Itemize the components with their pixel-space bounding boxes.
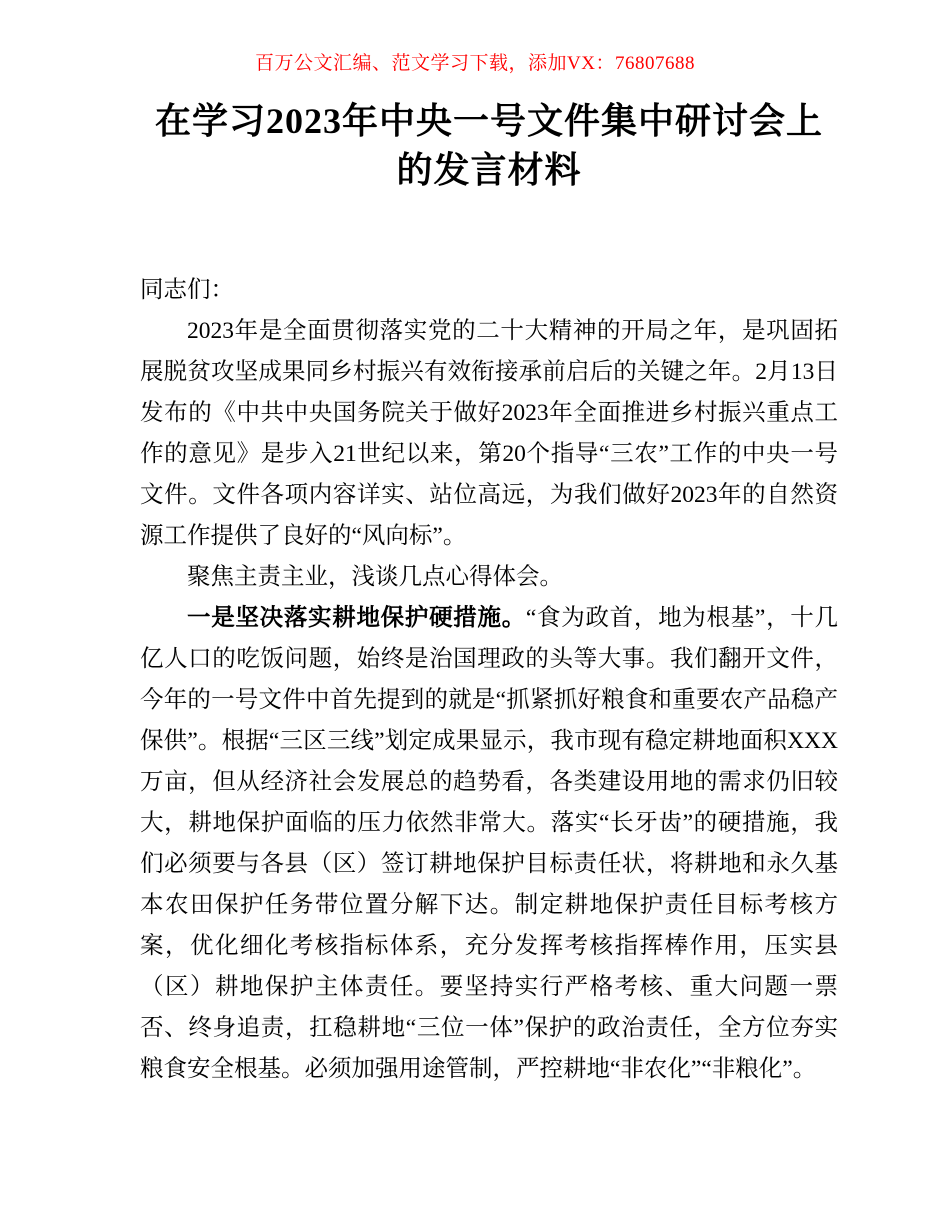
document-title: 在学习2023年中央一号文件集中研讨会上的发言材料 xyxy=(154,101,823,190)
salutation: 同志们： xyxy=(140,277,234,304)
paragraph-point-one-text: “食为政首，地为根基”，十几亿人口的吃饭问题，始终是治国理政的头等大事。我们翻开文件，今年的一号文件中首先提到的就是“抓紧抓好粮食和重要农产品稳产保供”。根据“三区三线”划定成果显示，我市现有稳定耕地面积XXX万亩，但从经济社会发展总的趋势看，各类建设用地的需求仍旧较大，耕地保护面临的压力依然非常大。落实“长牙齿”的硬措施，我们必须要与各县（区）签订耕地保护目标责任状，将耕地和永久基本农田保护任务带位置分解下达。制定耕地保护责任目标考核方案，优化细化考核指标体系，充分发挥考核指挥棒作用，压实县（区）耕地保护主体责任。要坚持实行严格考核、重大问题一票否、终身追责，扛稳耕地“三位一体”保护的政治责任，全方位夯实粮食安全根基。必须加强用途管制，严控耕地“非农化”“非粮化”。 xyxy=(140,605,838,1083)
paragraph-transition: 聚焦主责主业，浅谈几点心得体会。 xyxy=(187,564,563,591)
document-content xyxy=(0,97,950,1090)
promo-header-text: 百万公文汇编、范文学习下载，添加VX：76807688 xyxy=(255,53,695,74)
paragraph-point-one-lead: 一是坚决落实耕地保护硬措施。 xyxy=(187,605,526,632)
paragraph-intro: 2023年是全面贯彻落实党的二十大精神的开局之年，是巩固拓展脱贫攻坚成果同乡村振兴有效衔接承前启后的关键之年。2月13日发布的《中共中央国务院关于做好2023年全面推进乡村振兴重点工作的意见》是步入21世纪以来，第20个指导“三农”工作的中央一号文件。文件各项内容详实、站位高远，为我们做好2023年的自然资源工作提供了良好的“风向标”。 xyxy=(140,318,838,550)
document-body xyxy=(140,270,838,1090)
paragraph-point-one xyxy=(140,598,838,1090)
